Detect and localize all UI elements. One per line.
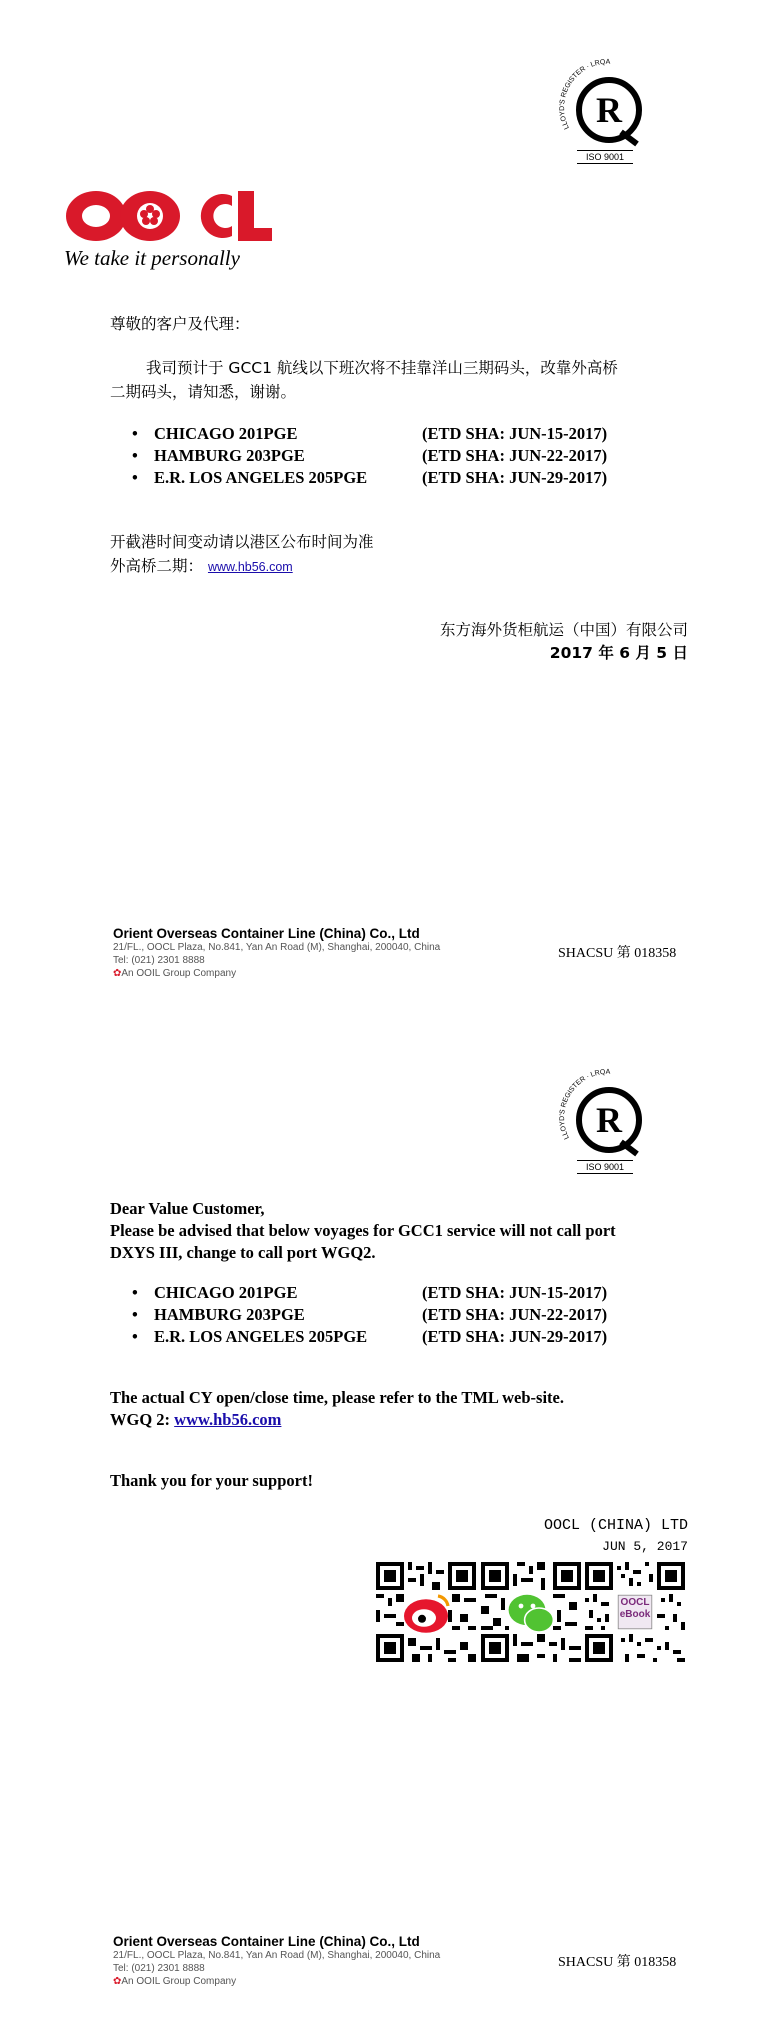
en-wgq-label: WGQ 2:	[110, 1410, 175, 1429]
footer-ref: SHACSU 第 018358	[558, 946, 677, 961]
cn-wgq-row	[110, 554, 293, 576]
footer-group-row	[113, 967, 693, 980]
voyage-item	[132, 1282, 672, 1304]
iso-label: ISO 9001	[577, 1160, 633, 1174]
voyage-etd: (ETD SHA: JUN-29-2017)	[422, 468, 608, 487]
voyage-item	[132, 1326, 672, 1348]
qr-pattern	[481, 1562, 581, 1662]
footer-ref: SHACSU 第 018358	[558, 1955, 677, 1970]
footer-tel: Tel: (021) 2301 8888	[113, 955, 205, 966]
en-thanks: Thank you for your support!	[110, 1471, 313, 1490]
voyage-name: E.R. LOS ANGELES 205PGE	[154, 468, 368, 487]
en-wgq-row	[110, 1410, 281, 1430]
bullet: •	[132, 1283, 138, 1302]
flower-icon: ✿	[113, 1976, 122, 1987]
cn-company: 东方海外货柜航运（中国）有限公司	[439, 621, 688, 639]
footer-address: 21/FL., OOCL Plaza, No.841, Yan An Road (M), Shanghai, 200040, China	[113, 942, 441, 953]
en-date: JUN 5, 2017	[602, 1539, 688, 1554]
oocl-logo	[64, 188, 304, 278]
cn-body-line2: 二期码头，请知悉，谢谢。	[110, 383, 297, 401]
voyage-list-en	[132, 1282, 672, 1348]
bullet: •	[132, 1305, 138, 1324]
footer-group-row	[113, 1975, 693, 1988]
voyage-list-cn	[132, 423, 672, 489]
en-body-line2: DXYS III, change to call port WGQ2.	[110, 1243, 376, 1262]
voyage-etd: (ETD SHA: JUN-15-2017)	[422, 1283, 608, 1302]
qr-code-weibo[interactable]	[376, 1562, 476, 1662]
svg-text:LLOYD'S REGISTER · LRQA: LLOYD'S REGISTER · LRQA	[559, 58, 611, 131]
qr-code-wechat[interactable]	[481, 1562, 581, 1662]
voyage-name: CHICAGO 201PGE	[154, 1283, 298, 1302]
en-company: OOCL (CHINA) LTD	[543, 1517, 688, 1534]
qr-code-ebook[interactable]	[585, 1562, 685, 1662]
flower-icon	[137, 203, 163, 229]
iso-badge	[555, 1068, 655, 1180]
bullet: •	[132, 1327, 138, 1346]
svg-text:LLOYD'S REGISTER · LRQA: LLOYD'S REGISTER · LRQA	[559, 1068, 611, 1141]
oocl-wordmark	[64, 188, 274, 244]
footer-tel: Tel: (021) 2301 8888	[113, 1963, 205, 1974]
ebook-label-bottom: eBook	[619, 1609, 651, 1620]
footer-address: 21/FL., OOCL Plaza, No.841, Yan An Road (M), Shanghai, 200040, China	[113, 1950, 441, 1961]
tagline: We take it personally	[64, 246, 240, 270]
svg-text:R: R	[596, 90, 622, 130]
iso-label: ISO 9001	[577, 150, 633, 164]
cn-cutoff-note: 开截港时间变动请以港区公布时间为准	[110, 533, 374, 551]
voyage-etd: (ETD SHA: JUN-15-2017)	[422, 424, 608, 443]
cn-website-link[interactable]: www.hb56.com	[207, 560, 293, 574]
qr-pattern	[376, 1562, 476, 1662]
svg-text:R: R	[596, 1100, 622, 1140]
voyage-item	[132, 423, 672, 445]
ebook-label-top: OOCL	[620, 1597, 650, 1608]
footer-group: An OOIL Group Company	[121, 968, 237, 979]
voyage-name: HAMBURG 203PGE	[154, 1305, 305, 1324]
cn-wgq-label: 外高桥二期：	[110, 557, 204, 575]
lloyds-register-icon	[555, 58, 655, 150]
bullet: •	[132, 446, 138, 465]
voyage-item	[132, 1304, 672, 1326]
iso-badge	[555, 58, 655, 170]
voyage-name: E.R. LOS ANGELES 205PGE	[154, 1327, 368, 1346]
bullet: •	[132, 468, 138, 487]
bullet: •	[132, 424, 138, 443]
en-greeting: Dear Value Customer,	[110, 1199, 265, 1218]
en-website-link[interactable]: www.hb56.com	[174, 1410, 282, 1429]
voyage-etd: (ETD SHA: JUN-22-2017)	[422, 446, 608, 465]
footer-company: Orient Overseas Container Line (China) Co., Ltd	[113, 1934, 420, 1949]
voyage-etd: (ETD SHA: JUN-22-2017)	[422, 1305, 608, 1324]
flower-icon: ✿	[113, 968, 122, 979]
cn-date: 2017 年 6 月 5 日	[549, 644, 688, 662]
voyage-etd: (ETD SHA: JUN-29-2017)	[422, 1327, 608, 1346]
voyage-name: HAMBURG 203PGE	[154, 446, 305, 465]
en-body-line1: Please be advised that below voyages for GCC1 service will not call port	[110, 1221, 616, 1240]
cn-greeting: 尊敬的客户及代理：	[110, 315, 250, 333]
en-cy-note: The actual CY open/close time, please refer to the TML web-site.	[110, 1388, 564, 1407]
voyage-item	[132, 445, 672, 467]
voyage-name: CHICAGO 201PGE	[154, 424, 298, 443]
footer-group: An OOIL Group Company	[121, 1976, 237, 1987]
lloyds-register-icon	[555, 1068, 655, 1160]
voyage-item	[132, 467, 672, 489]
footer-company: Orient Overseas Container Line (China) Co., Ltd	[113, 926, 420, 941]
cn-body-line1: 我司预计于 GCC1 航线以下班次将不挂靠洋山三期码头，改靠外高桥	[146, 359, 618, 377]
